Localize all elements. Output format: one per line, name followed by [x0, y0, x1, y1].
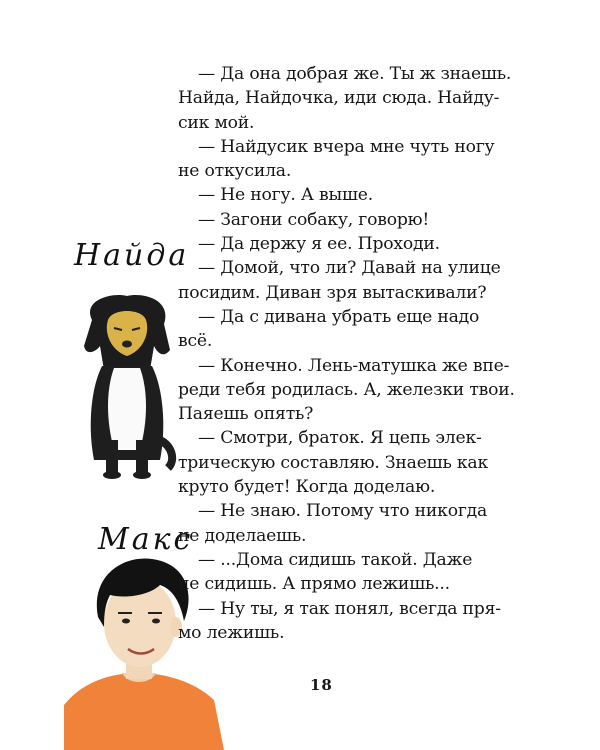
text-line: — Не знаю. Потому что никогда — [198, 501, 488, 522]
text-line: Паяешь опять? — [178, 404, 314, 425]
text-line: — Да с дивана убрать еще надо — [198, 306, 480, 327]
text-line: — Конечно. Лень-матушка же впе- — [198, 355, 510, 376]
text-line: всё. — [178, 331, 213, 352]
dialogue-text — [178, 62, 515, 645]
character-label-dog: Найда — [74, 238, 190, 273]
text-line: не доделаешь. — [178, 525, 307, 546]
text-line: — Да она добрая же. Ты ж знаешь. — [198, 64, 512, 84]
page-number: 18 — [310, 676, 333, 694]
text-line: — Найдусик вчера мне чуть ногу — [198, 136, 495, 157]
text-line: — Да держу я ее. Проходи. — [198, 234, 440, 255]
text-line: Найда, Найдочка, иди сюда. Найду- — [178, 88, 500, 109]
text-line: — Смотри, браток. Я цепь элек- — [198, 428, 482, 449]
text-line: — Загони собаку, говорю! — [198, 209, 430, 230]
text-line: посидим. Диван зря вытаскивали? — [178, 282, 487, 303]
text-line: реди тебя родилась. А, железки твои. — [178, 379, 515, 400]
text-line: сик мой. — [178, 112, 255, 133]
text-line: — ...Дома сидишь такой. Даже — [198, 549, 473, 570]
text-line: трическую составляю. Знаешь как — [178, 452, 489, 473]
text-line: — Ну ты, я так понял, всегда пря- — [198, 598, 501, 619]
text-line: не сидишь. А прямо лежишь... — [178, 574, 450, 595]
dog-illustration — [72, 290, 182, 480]
text-line: мо лежишь. — [178, 622, 285, 643]
text-line: не откусила. — [178, 161, 292, 182]
text-line: круто будет! Когда доделаю. — [178, 477, 436, 498]
character-label-boy: Макс — [98, 522, 194, 557]
text-line: — Домой, что ли? Давай на улице — [198, 258, 501, 279]
text-line: — Не ногу. А выше. — [198, 185, 373, 206]
